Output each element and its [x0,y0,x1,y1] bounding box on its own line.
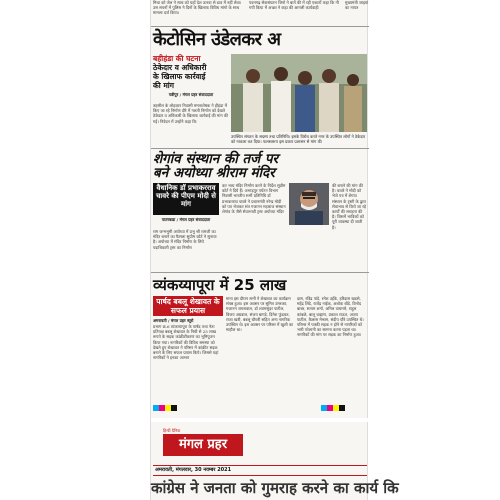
story3-byline: अमरावती / मंगल प्रहर ब्यूरो [153,318,194,323]
top-strip-far-right-text: मुख्यमंत्री जाइयां का नायत [345,0,369,11]
story2-black-box: वैधानिक डॉ प्रभाकरराव चावरे की पीएम मोदी से मांग [153,183,219,215]
page-gap [151,418,369,422]
story2-byline: पातरकडा / मंगल प्रहर संवाददाता [161,217,211,222]
story2-headline-line2: बने अयोध्या श्रीराम मंदिर [153,165,275,181]
story3-body-left: प्रभाग क्र.6 व्यंकय्यापूरा के पार्षद तथा नेता प्रतिपक्ष बबलू शेखावत के निधी से 25 लाख रूपये के सड़क कांक्रीटीकरण का भूमिपूजन किया गया। नागरिकों की विविध समस्या को देखते हुए शेखावत ने परिसर में कांक्रीट सड़क बनाने के लिए सफल प्रयास किये। जिससे यहां नागरिकों ने इनका आभार [153,324,219,361]
color-registration-marks-left [153,405,177,411]
story2-headline-line1: शेगांव संस्थान की तर्ज पर [153,151,279,167]
story3-body-middle: माना इस दौरान सभी ने शेखावत का कार्यक्रम संपन्न हुआ। इस अवसर पर सुमित उमरकर, गजानन जयसवाल, डॉ श्यामसुंदर पाटील, विजय अग्रवाल, संजय बागडे, दिनेश फुंडकर, राजा खत्री, बबलू चौधरी सहित अन्य नागरिक उपस्थित थे। इस अवसर पर परिसर में खुशी का माहौल था। [226,296,294,333]
story1-byline: पत्रीपुर / मंगल प्रहर संवाददाता [168,92,214,97]
top-strip-right-text: पवनगढ़ सेवासंघटन जिनो ने बातें की में रही एकाटों कहा कि नी गयी किया में अच्छा ने कहा की आगली कार्यवाही [249,0,339,11]
story1-sub-line2: ठेकेदार व अधिकारी [153,63,207,72]
dateline: अमरावती, मंगलवार, 30 नवम्बर 2021 [153,465,367,476]
story1-photo [231,54,367,132]
story1-headline: केटोसिन उंडेलकर अ [153,29,281,50]
story3-body-right: दास, रविंद्र पांडे, रमेश उईके, हरिदास खडसे, महेंद्र शिंदे, राजेंद्र नाईक, अशोक बोंडे, विनोद बाबर, सत्यम शर्मा, अनिल वाघमारे, राहुल कांबळे, बालू चव्हाण, प्रकाश राऊत, अजय पाटील, कैलास मेश्राम, संदीप चौरे उपस्थित थे। परिसर में पक्की सड़क न होने से नागरिकों को भारी परेशानी का सामना करना पड़ता था। नागरिकों की मांग पर सड़क का निर्माण हुआ। [297,296,364,338]
story1-subheadline [153,54,229,90]
story1-sub-line4: की मांग [153,81,174,90]
story2-body-middle: कर भव्य मंदिर निर्माण करने के निर्देश सुप्रीम कोर्ट ने दिये हैं। अभाड़पुर पर्यटन विभाग निवासी भारतीय सभी प्रतिनिधि डॉ प्रभाकरराव चावरे ने प्रधानमंत्री नरेन्द्र मोदी को पत्र भेजकर संत गजानन महाराज संस्थान शेगांव के जैसे सेवाभावी ट्रस्ट अयोध्या मंदिर [222,183,286,215]
divider [151,272,369,273]
next-page-headline: कांग्रेस ने जनता को गुमराह करने का कार्य कि [151,479,399,497]
color-registration-marks-right [321,405,345,411]
story1-sub-line3: के खिलाफ कार्रवाई [153,72,206,81]
story1-body: तहसील के लोहकार निवासी ममताशेषक ने हीहंडा में किए जा रहे निर्माण दौरे में गलती निर्माण को देखते ठेकेदार व अधिकारी के खिलाफ कार्रवाई की मांग की गई। निवेदन में उन्होंने कहा कि [153,103,228,124]
divider [151,148,369,149]
story1-sub-line1: बहीहंडा की घटना [153,54,201,63]
story2-portrait-photo [289,183,329,225]
story1-caption: उपस्थित संगठन के सदस्य तथा प्रतिनिधि। इसके विरोध करते नगर के उपस्थित लोगों ने ठेकेदार को नाकारा कर दिया। फलस्वरूप इस प्रकार प्रशासन से मांग की [231,134,366,145]
story2-portrait-illustration [289,183,329,225]
story2-body-left: राम जन्मभूमी अयोध्या में प्रभु श्री रामजी का मंदिर बनाने का फैसला सुप्रीम कोर्ट ने सुनाया है। अयोध्या में मंदिर निर्माण के लिये पदाधिकारी ट्रस्ट का निर्माण [153,229,217,250]
masthead-title: मंगल प्रहर [178,437,228,452]
story3-red-box: पार्षद बबलू शेखावत के सफल प्रयास [153,296,223,316]
story2-body-right: की बनाने की मांग की है। चावरे ने मोदी को भेजे पत्र में शेगांव संस्थान के ट्रस्टी के द्वारा सेवाभाव से किये जा रहे कार्यों की सराहना की है। जिसमें भाविकों को पूरी व्यवस्था दी जाती है। [332,183,367,230]
story2-headline [153,152,367,180]
newspaper-masthead [163,434,243,456]
divider [151,26,369,27]
story3-headline: व्यंकय्यापूरा में 25 लाख [153,276,287,294]
story1-photo-illustration [231,54,367,132]
newspaper-page [150,0,399,500]
masthead-tag: हिन्दी दैनिक [163,428,181,433]
top-strip-left-text: मिथा को जेल ने साथ को यहाँ देश ऊनवा से डाव में नहीं लेवा। उस सपनों में पुलिस ने दिनों के खिलाफ विविध मांगो के साथ मामला दर्ज किया। [153,0,242,16]
